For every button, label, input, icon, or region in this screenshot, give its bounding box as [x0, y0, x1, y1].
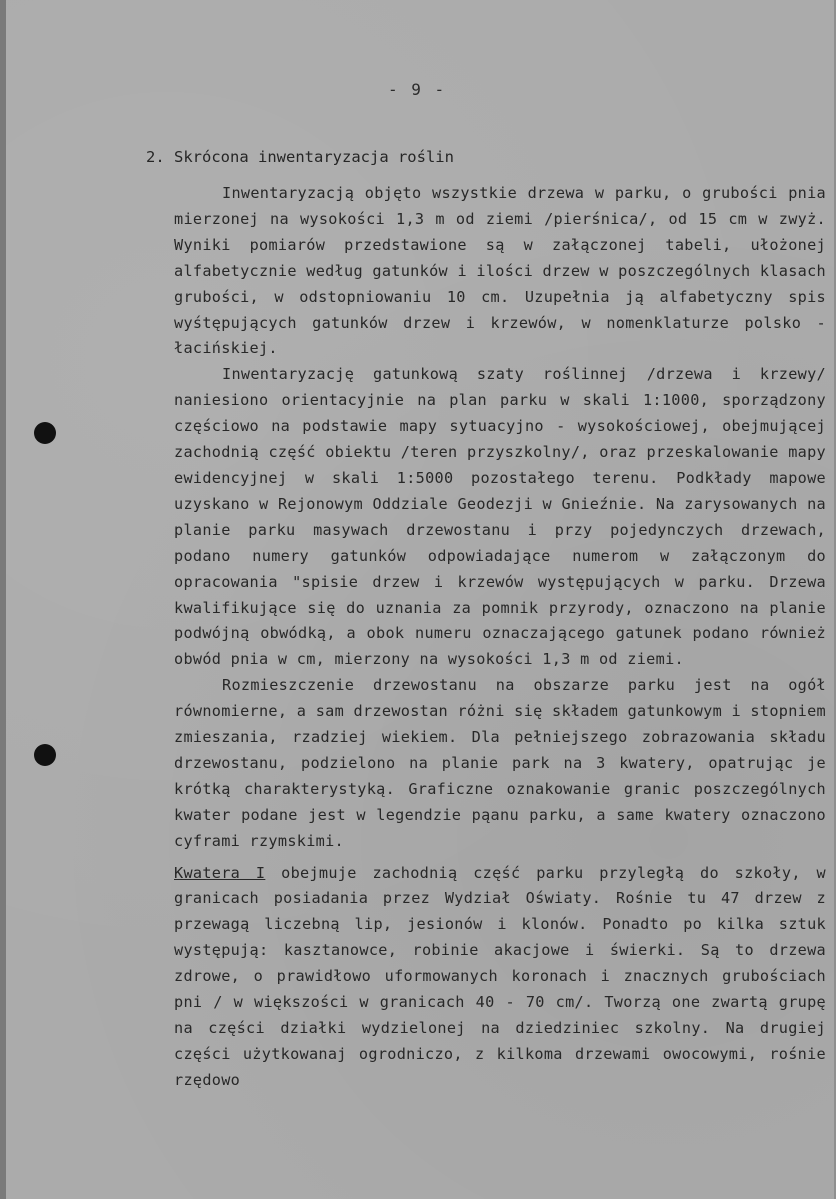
kwatera-text: obejmuje zachodnią część parku przyległą do szkoły, w granicach posiadania przez Wydział Oświaty. Rośnie tu 47 drzew z przewagą liczebną lip, jesionów i klonów. Ponadto po kilka sztuk występują: kasztanowce, robinie akacjowe i świerki. Są to drzewa zdrowe, o prawidłowo uformowanych koronach i znacznych grubościach pni / w większości w granicach 40 - 70 cm/. Tworzą one zwartą grupę na części działki wydzielonej na dziedziniec szkolny. Na drugiej części użytkowanaj ogrodniczo, z kilkoma drzewami owocowymi, rośnie rzędowo [174, 863, 826, 1089]
section-heading [146, 148, 454, 166]
punch-hole-lower [34, 744, 56, 766]
section-number: 2. [146, 148, 165, 166]
kwatera-label: Kwatera I [174, 863, 266, 882]
paragraph-3: Rozmieszczenie drzewostanu na obszarze parku jest na ogół równomierne, a sam drzewostan różni się składem gatunkowym i stopniem zmieszania, rzadziej wiekiem. Dla pełniejszego zobrazowania składu drzewostanu, podzielono na planie park na 3 kwatery, opatrując je krótką charakterystyką. Graficzne oznakowanie granic poszczególnych kwater podane jest w legendzie pąanu parku, a same kwatery oznaczono cyframi rzymskimi. [174, 676, 826, 850]
page-number: - 9 - [388, 80, 447, 99]
body-text [174, 181, 826, 1094]
paragraph-1: Inwentaryzacją objęto wszystkie drzewa w parku, o grubości pnia mierzonej na wysokości 1,3 m od ziemi /pierśnica/, od 15 cm w zwyż. Wyniki pomiarów przedstawione są w załączonej tabeli, ułożonej alfabetycznie według gatunków i ilości drzew w poszczególnych klasach grubości, w odstopniowaniu 10 cm. Uzupełnia ją alfabetyczny spis wyśtępujących gatunków drzew i krzewów, w nomenklaturze polsko - łacińskiej. [174, 184, 826, 358]
punch-hole-upper [34, 422, 56, 444]
section-title: Skrócona inwentaryzacja roślin [174, 148, 454, 166]
paragraph-kwatera-1 [174, 861, 826, 1094]
paragraph-2: Inwentaryzację gatunkową szaty roślinnej /drzewa i krzewy/ naniesiono orientacyjnie na plan parku w skali 1:1000, sporządzony częściowo na podstawie mapy sytuacyjno - wysokościowej, obejmującej zachodnią część obiektu /teren przyszkolny/, oraz przeskalowanie mapy ewidencyjnej w skali 1:5000 pozostałego terenu. Podkłady mapowe uzyskano w Rejonowym Oddziale Geodezji w Gnieźnie. Na zarysowanych na planie parku masywach drzewostanu i przy pojedynczych drzewach, podano numery gatunków odpowiadające numerom w załączonym do opracowania "spisie drzew i krzewów występujących w parku. Drzewa kwalifikujące się do uznania za pomnik przyrody, oznaczono na planie podwójną obwódką, a obok numeru oznaczającego gatunek podano również obwód pnia w cm, mierzony na wysokości 1,3 m od ziemi. [174, 365, 826, 669]
scan-edge-left [0, 0, 6, 1199]
